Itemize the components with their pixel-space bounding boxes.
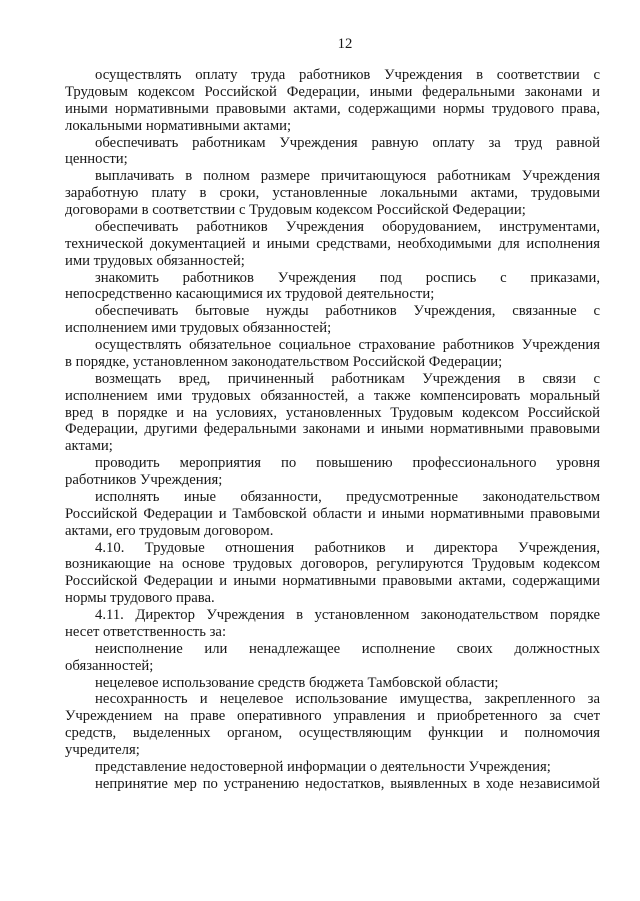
paragraph <box>65 303 600 337</box>
paragraph <box>65 691 600 759</box>
text-line: средств, выделенных органом, осуществляющим функции и полномочия <box>65 725 600 742</box>
document-body <box>65 67 600 793</box>
text-line: осуществлять обязательное социальное страхование работников Учреждения <box>95 337 600 353</box>
paragraph <box>65 675 600 692</box>
text-line: обязанностей; <box>65 657 154 674</box>
text-line: Федерации, другими федеральными законами и иными нормативными правовыми <box>65 421 600 438</box>
paragraph <box>65 776 600 793</box>
text-line: возникающие на основе трудовых договоров, регулируются Трудовым кодексом <box>65 556 600 573</box>
paragraph <box>65 337 600 371</box>
text-line: обеспечивать работникам Учреждения равную оплату за труд равной <box>95 134 600 151</box>
paragraph <box>65 540 600 608</box>
paragraph <box>65 219 600 270</box>
text-line: обеспечивать работников Учреждения оборудованием, инструментами, <box>95 218 600 235</box>
text-line: Российской Федерации и Тамбовской области и иными нормативными правовыми <box>65 505 600 522</box>
text-line: ценности; <box>65 151 128 168</box>
text-line: непринятие мер по устранению недостатков, выявленных в ходе независимой <box>95 775 600 792</box>
text-line: технической документацией и иными средствами, необходимыми для исполнения <box>65 235 600 252</box>
paragraph <box>65 489 600 540</box>
text-line: учредителя; <box>65 742 140 758</box>
text-line: 4.11. Директор Учреждения в установленном законодательством порядке <box>95 607 600 623</box>
text-line: несет ответственность за: <box>65 623 227 640</box>
text-line: исполнять иные обязанности, предусмотренные законодательством <box>95 488 600 505</box>
paragraph <box>65 371 600 455</box>
text-line: возмещать вред, причиненный работникам Учреждения в связи с <box>95 370 600 387</box>
text-line: иными нормативными правовыми актами, содержащими нормы трудового права, <box>65 100 600 117</box>
text-line: актами, его трудовым договором. <box>65 522 274 539</box>
text-line: несохранность и нецелевое использование имущества, закрепленного за <box>95 691 600 708</box>
text-line: исполнением ими трудовых обязанностей; <box>65 320 332 337</box>
text-line: ими трудовых обязанностей; <box>65 252 245 269</box>
text-line: неисполнение или ненадлежащее исполнение своих должностных <box>95 640 600 657</box>
text-line: 4.10. Трудовые отношения работников и директора Учреждения, <box>95 539 600 556</box>
text-line: актами; <box>65 438 113 455</box>
text-line: в порядке, установленном законодательством Российской Федерации; <box>65 353 503 370</box>
paragraph <box>65 455 600 489</box>
text-line: проводить мероприятия по повышению профессионального уровня <box>95 455 600 472</box>
paragraph <box>65 67 600 135</box>
text-line: нормы трудового права. <box>65 590 215 607</box>
paragraph <box>65 270 600 304</box>
text-line: исполнением ими трудовых обязанностей, а также компенсировать моральный <box>65 387 600 404</box>
page-number: 12 <box>337 36 353 52</box>
text-line: Трудовым кодексом Российской Федерации, иными федеральными законами и <box>65 83 600 100</box>
paragraph <box>65 168 600 219</box>
text-line: представление недостоверной информации о деятельности Учреждения; <box>95 758 551 775</box>
text-line: Учреждением на праве оперативного управления и приобретенного за счет <box>65 708 600 725</box>
text-line: договорами в соответствии с Трудовым кодексом Российской Федерации; <box>65 202 526 218</box>
paragraph <box>65 607 600 641</box>
text-line: выплачивать в полном размере причитающуюся работникам Учреждения <box>95 168 600 185</box>
text-line: локальными нормативными актами; <box>65 117 292 134</box>
text-line: знакомить работников Учреждения под роспись с приказами, <box>95 269 600 286</box>
text-line: осуществлять оплату труда работников Учреждения в соответствии с <box>95 67 600 83</box>
text-line: обеспечивать бытовые нужды работников Учреждения, связанные с <box>95 303 600 320</box>
text-line: непосредственно касающимися их трудовой деятельности; <box>65 286 435 303</box>
paragraph <box>65 135 600 169</box>
paragraph <box>65 641 600 675</box>
text-line: Российской Федерации и иными нормативными правовыми актами, содержащими <box>65 573 600 590</box>
paragraph <box>65 759 600 776</box>
text-line: вред в порядке и на условиях, установленных Трудовым кодексом Российской <box>65 404 600 421</box>
text-line: работников Учреждения; <box>65 472 223 488</box>
text-line: нецелевое использование средств бюджета Тамбовской области; <box>95 674 499 691</box>
text-line: заработную плату в сроки, установленные локальными актами, трудовыми <box>65 185 600 202</box>
